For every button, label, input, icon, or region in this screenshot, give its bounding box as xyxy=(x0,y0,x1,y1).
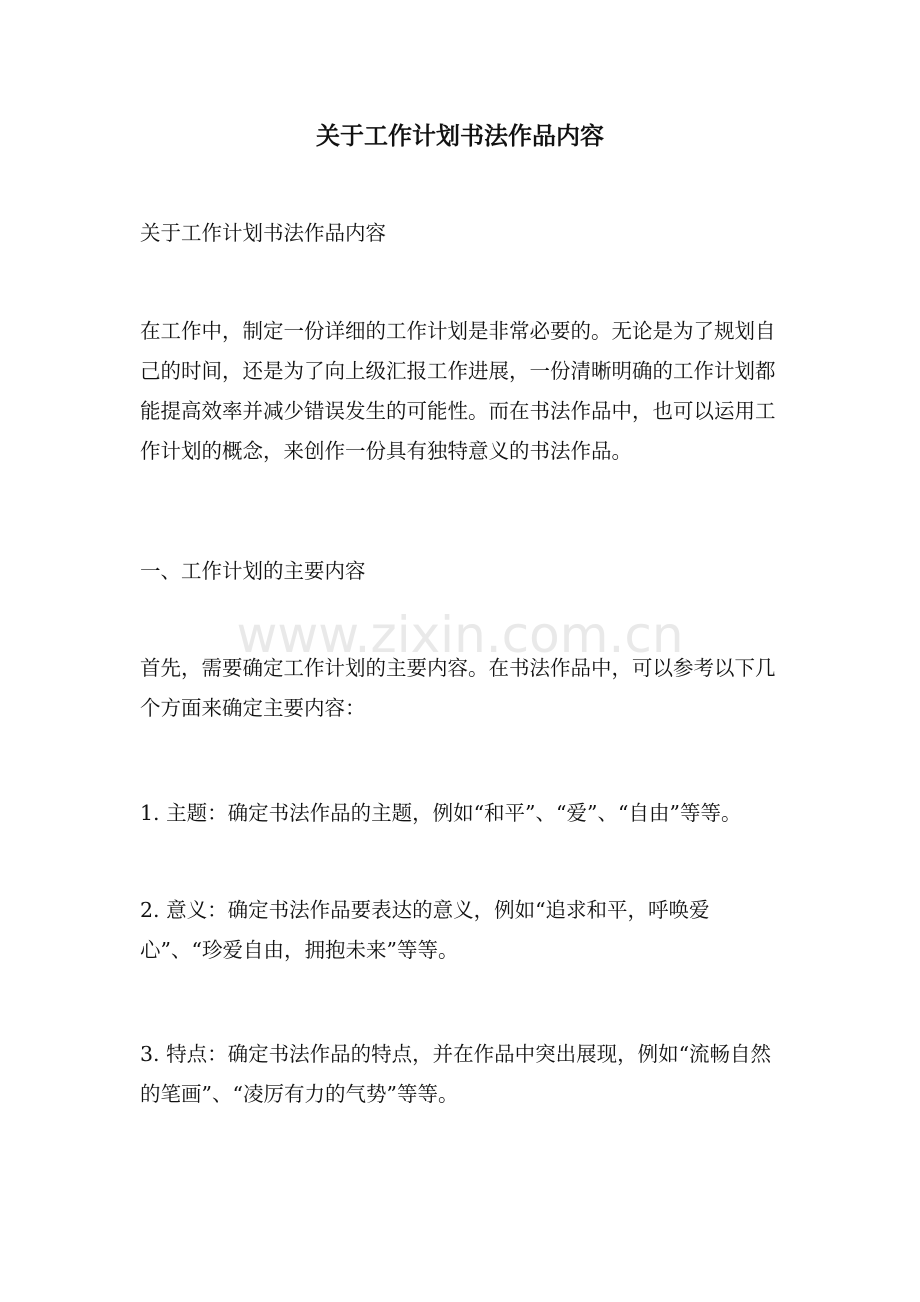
list-item-meaning: 2. 意义：确定书法作品要表达的意义，例如“追求和平，呼唤爱心”、“珍爱自由，拥抱未来”等等。 xyxy=(140,898,710,962)
subtitle-paragraph: 关于工作计划书法作品内容 xyxy=(140,221,386,245)
section-heading: 一、工作计划的主要内容 xyxy=(140,559,366,583)
intro-paragraph: 在工作中，制定一份详细的工作计划是非常必要的。无论是为了规划自己的时间，还是为了向上级汇报工作进展，一份清晰明确的工作计划都能提高效率并减少错误发生的可能性。而在书法作品中，也可以运用工作计划的概念，来创作一份具有独特意义的书法作品。 xyxy=(140,319,776,463)
document-title: 关于工作计划书法作品内容 xyxy=(316,121,604,150)
section-intro-paragraph: 首先，需要确定工作计划的主要内容。在书法作品中，可以参考以下几个方面来确定主要内容： xyxy=(140,656,776,720)
list-item-theme: 1. 主题：确定书法作品的主题，例如“和平”、“爱”、“自由”等等。 xyxy=(140,801,742,825)
watermark: www.zixin.com.cn xyxy=(236,606,684,664)
list-item-features: 3. 特点：确定书法作品的特点，并在作品中突出展现，例如“流畅自然的笔画”、“凌厉有力的气势”等等。 xyxy=(140,1042,772,1106)
